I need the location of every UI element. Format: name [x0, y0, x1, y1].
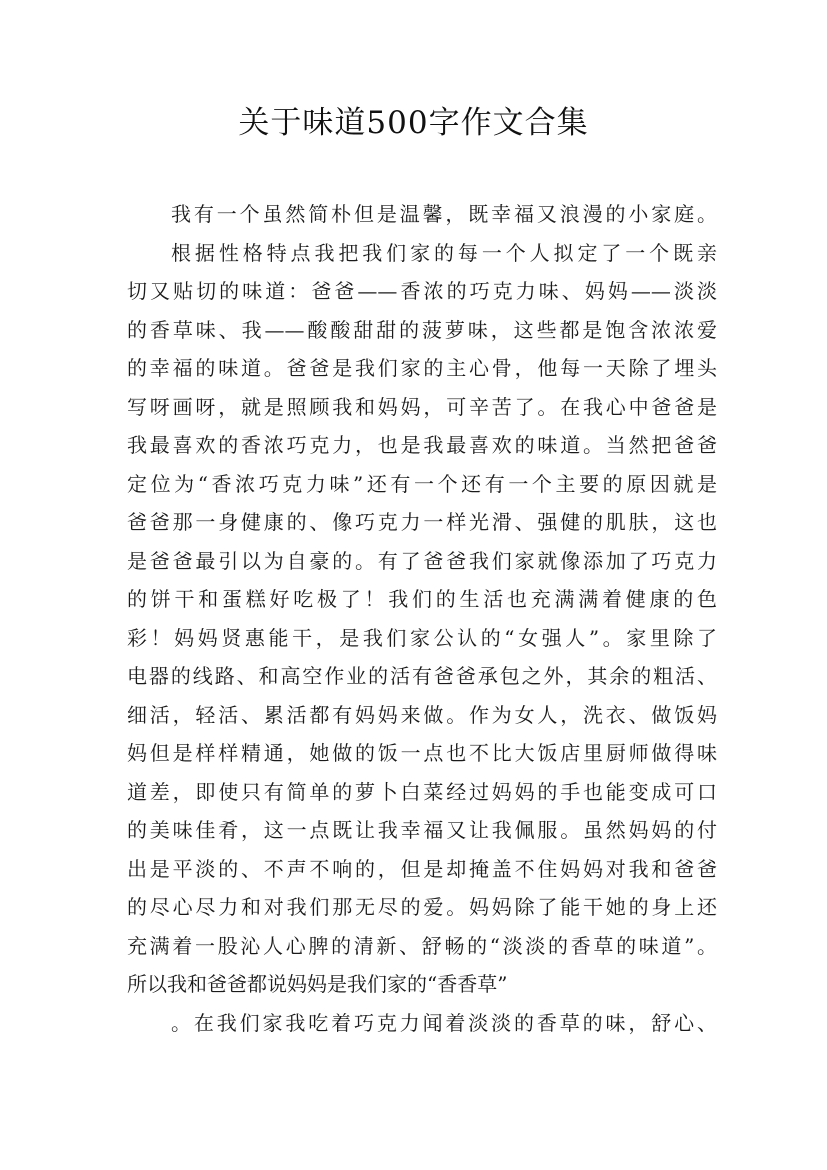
paragraph-line: 的香草味、我——酸酸甜甜的菠萝味，这些都是饱含浓浓爱 [127, 317, 717, 342]
paragraph-line: 爸爸那一身健康的、像巧克力一样光滑、强健的肌肤，这也 [127, 510, 717, 534]
paragraph-line: 根据性格特点我把我们家的每一个人拟定了一个既亲 [171, 240, 717, 265]
paragraph-line: 出是平淡的、不声不响的，但是却掩盖不住妈妈对我和爸爸 [127, 856, 717, 881]
paragraph-line: 是爸爸最引以为自豪的。有了爸爸我们家就像添加了巧克力 [127, 548, 717, 573]
paragraph-line: 的尽心尽力和对我们那无尽的爱。妈妈除了能干她的身上还 [127, 895, 717, 919]
paragraph-line: 的美味佳肴，这一点既让我幸福又让我佩服。虽然妈妈的付 [127, 818, 717, 842]
paragraph-line: 道差，即使只有简单的萝卜白菜经过妈妈的手也能变成可口 [127, 779, 717, 804]
paragraph-line: 写呀画呀，就是照顾我和妈妈，可辛苦了。在我心中爸爸是 [127, 394, 717, 419]
document-title: 关于味道500字作文合集 [238, 105, 589, 141]
paragraph-line: 我有一个虽然简朴但是温馨，既幸福又浪漫的小家庭。 [171, 202, 717, 226]
paragraph-line: 的幸福的味道。爸爸是我们家的主心骨，他每一天除了埋头 [127, 356, 717, 380]
paragraph-line: 细活，轻活、累活都有妈妈来做。作为女人，洗衣、做饭妈 [127, 702, 717, 727]
paragraph-line: 。在我们家我吃着巧克力闻着淡淡的香草的味，舒心、 [171, 1010, 717, 1035]
paragraph-line: 所以我和爸爸都说妈妈是我们家的“香香草” [127, 972, 508, 996]
paragraph-line: 妈但是样样精通，她做的饭一点也不比大饭店里厨师做得味 [127, 741, 717, 765]
paragraph-line: 切又贴切的味道：爸爸——香浓的巧克力味、妈妈——淡淡 [127, 279, 717, 303]
paragraph-line: 电器的线路、和高空作业的活有爸爸承包之外，其余的粗活、 [127, 664, 717, 688]
paragraph-line: 彩！妈妈贤惠能干，是我们家公认的“女强人”。家里除了 [127, 625, 717, 650]
paragraph-line: 我最喜欢的香浓巧克力，也是我最喜欢的味道。当然把爸爸 [127, 433, 717, 457]
paragraph-line: 的饼干和蛋糕好吃极了！我们的生活也充满满着健康的色 [127, 587, 717, 611]
paragraph-line: 定位为“香浓巧克力味”还有一个还有一个主要的原因就是 [127, 471, 717, 496]
paragraph-line: 充满着一股沁人心脾的清新、舒畅的“淡淡的香草的味道”。 [127, 933, 717, 958]
document-body [127, 195, 717, 1042]
